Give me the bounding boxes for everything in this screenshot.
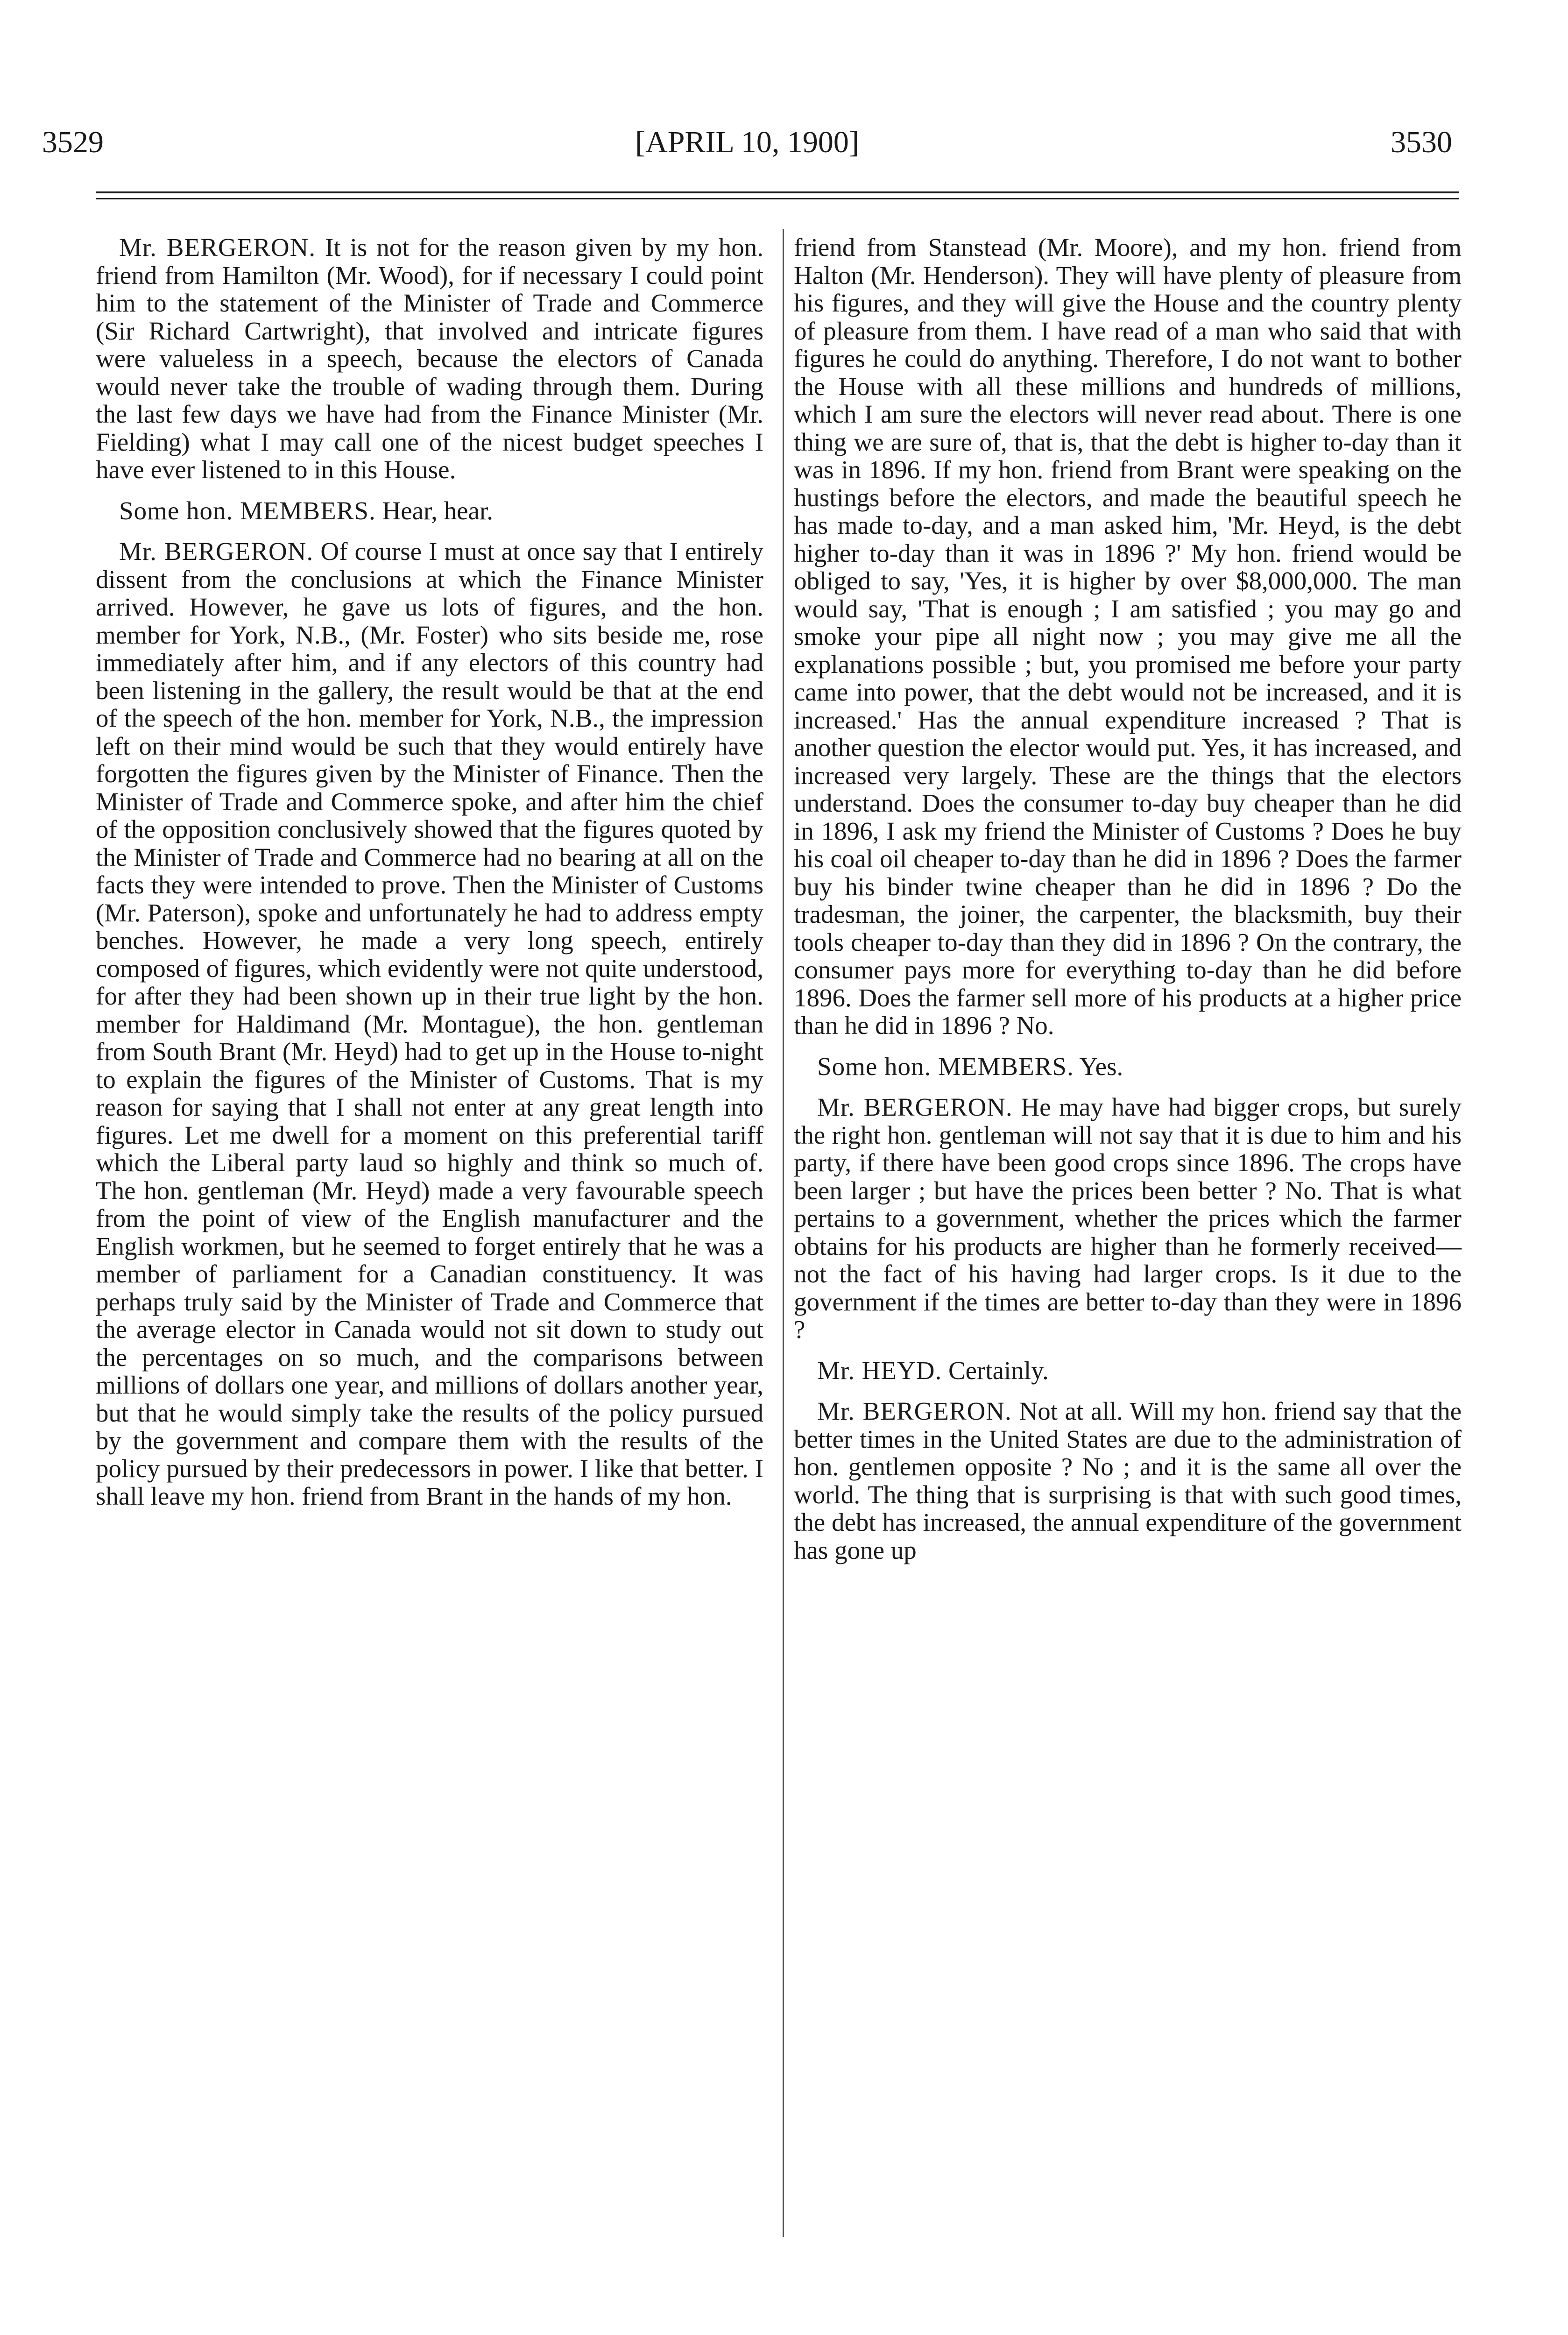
page-header [42,119,1452,166]
speaker-name: Mr. BERGERON. [119,233,316,262]
speaker-name: Mr. BERGERON. [817,1093,1013,1121]
speaker-name: Mr. BERGERON. [817,1397,1012,1425]
header-rule-top [96,191,1459,193]
speaker-name: Mr. BERGERON. [119,537,314,566]
header-date: [APRIL 10, 1900] [635,125,859,159]
column-divider [783,229,784,2237]
left-column [96,234,763,1523]
paragraph-continued [794,234,1462,1040]
speech-text: Not at all. Will my hon. friend say that the better times in the United States are due to the administration of hon. gentlemen opposite ? No ; and it is the same all over the world. The thing that is surprising is that with such good times, the debt has increased, the annual expenditure of the government has gone up [794,1397,1462,1564]
speech-text: Hear, hear. [382,496,494,525]
paragraph [794,1357,1462,1385]
header-rule-bottom [96,198,1459,199]
speaker-name: Mr. HEYD. [817,1356,942,1385]
page-number-left: 3529 [42,125,104,159]
right-column [794,234,1462,1577]
paragraph [794,1397,1462,1564]
paragraph [794,1053,1462,1081]
speaker-name: Some hon. MEMBERS. [119,496,376,525]
speech-text: He may have had bigger crops, but surely the right hon. gentleman will not say that it is due to him and his party, if there have been good crops since 1896. The crops have been larger ; but have the prices been better ? No. That is what pertains to a government, whether the prices which the farmer obtains for his products are higher than he formerly received—not the fact of his having had larger crops. Is it due to the government if the times are better to-day than they were in 1896 ? [794,1093,1462,1344]
speech-text: It is not for the reason given by my hon. friend from Hamilton (Mr. Wood), for if necessary I could point him to the statement of the Minister of Trade and Commerce (Sir Richard Cartwright), that involved and intricate figures were valueless in a speech, because the electors of Canada would never take the trouble of wading through them. During the last few days we have had from the Finance Minister (Mr. Fielding) what I may call one of the nicest budget speeches I have ever listened to in this House. [96,233,764,484]
paragraph [96,538,763,1510]
speech-text: Of course I must at once say that I entirely dissent from the conclusions at which the Finance Minister arrived. However, he gave us lots of figures, and the hon. member for York, N.B., (Mr. Foster) who sits beside me, rose immediately after him, and if any electors of this country had been listening in the gallery, the result would be that at the end of the speech of the hon. member for York, N.B., the impression left on their mind would be such that they would entirely have forgotten the figures given by the Minister of Finance. Then the Minister of Trade and Commerce spoke, and after him the chief of the opposition conclusively showed that the figures quoted by the Minister of Trade and Commerce had no bearing at all on the facts they were intended to prove. Then the Minister of Customs (Mr. Paterson), spoke and unfortunately he had to address empty benches. However, he made a very long speech, entirely composed of figures, which evidently were not quite understood, for after they had been shown up in their true light by the hon. member for Haldimand (Mr. Montague), the hon. gentleman from South Brant (Mr. Heyd) had to get up in the House to-night to explain the figures of the Minister of Customs. That is my reason for saying that I shall not enter at any great length into figures. Let me dwell for a moment on this preferential tariff which the Liberal party laud so highly and think so much of. The hon. gentleman (Mr. Heyd) made a very favourable speech from the point of view of the English manufacturer and the English workmen, but he seemed to forget entirely that he was a member of parliament for a Canadian constituency. It was perhaps truly said by the Minister of Trade and Commerce that the average elector in Canada would not sit down to study out the percentages on so much, and the comparisons between millions of dollars one year, and millions of dollars another year, but that he would simply take the results of the policy pursued by the government and compare them with the results of the policy pursued by their predecessors in power. I like that better. I shall leave my hon. friend from Brant in the hands of my hon. [96,537,764,1510]
page-number-right: 3530 [1391,125,1452,159]
paragraph [96,234,763,484]
paragraph [96,497,763,525]
paragraph [794,1093,1462,1344]
speech-text: Certainly. [948,1356,1049,1385]
speech-text: Yes. [1079,1052,1123,1081]
speech-text: friend from Stanstead (Mr. Moore), and my hon. friend from Halton (Mr. Henderson). They will have plenty of pleasure from his figures, and they will give the House and the country plenty of pleasure from them. I have read of a man who said that with figures he could do anything. Therefore, I do not want to bother the House with all these millions and hundreds of millions, which I am sure the electors will never read about. There is one thing we are sure of, that is, that the debt is higher to-day than it was in 1896. If my hon. friend from Brant were speaking on the hustings before the electors, and made the beautiful speech he has made to-day, and a man asked him, 'Mr. Heyd, is the debt higher to-day than it was in 1896 ?' My hon. friend would be obliged to say, 'Yes, it is higher by over $8,000,000. The man would say, 'That is enough ; I am satisfied ; you may go and smoke your pipe all night now ; you may give me all the explanations possible ; but, you promised me before your party came into power, that the debt would not be increased, and it is increased.' Has the annual expenditure increased ? That is another question the elector would put. Yes, it has increased, and increased very largely. These are the things that the electors understand. Does the consumer to-day buy cheaper than he did in 1896, I ask my friend the Minister of Customs ? Does he buy his coal oil cheaper to-day than he did in 1896 ? Does the farmer buy his binder twine cheaper than he did in 1896 ? Do the tradesman, the joiner, the carpenter, the blacksmith, buy their tools cheaper to-day than they did in 1896 ? On the contrary, the consumer pays more for everything to-day than he did before 1896. Does the farmer sell more of his products at a higher price than he did in 1896 ? No. [794,233,1462,1040]
speaker-name: Some hon. MEMBERS. [817,1052,1074,1081]
